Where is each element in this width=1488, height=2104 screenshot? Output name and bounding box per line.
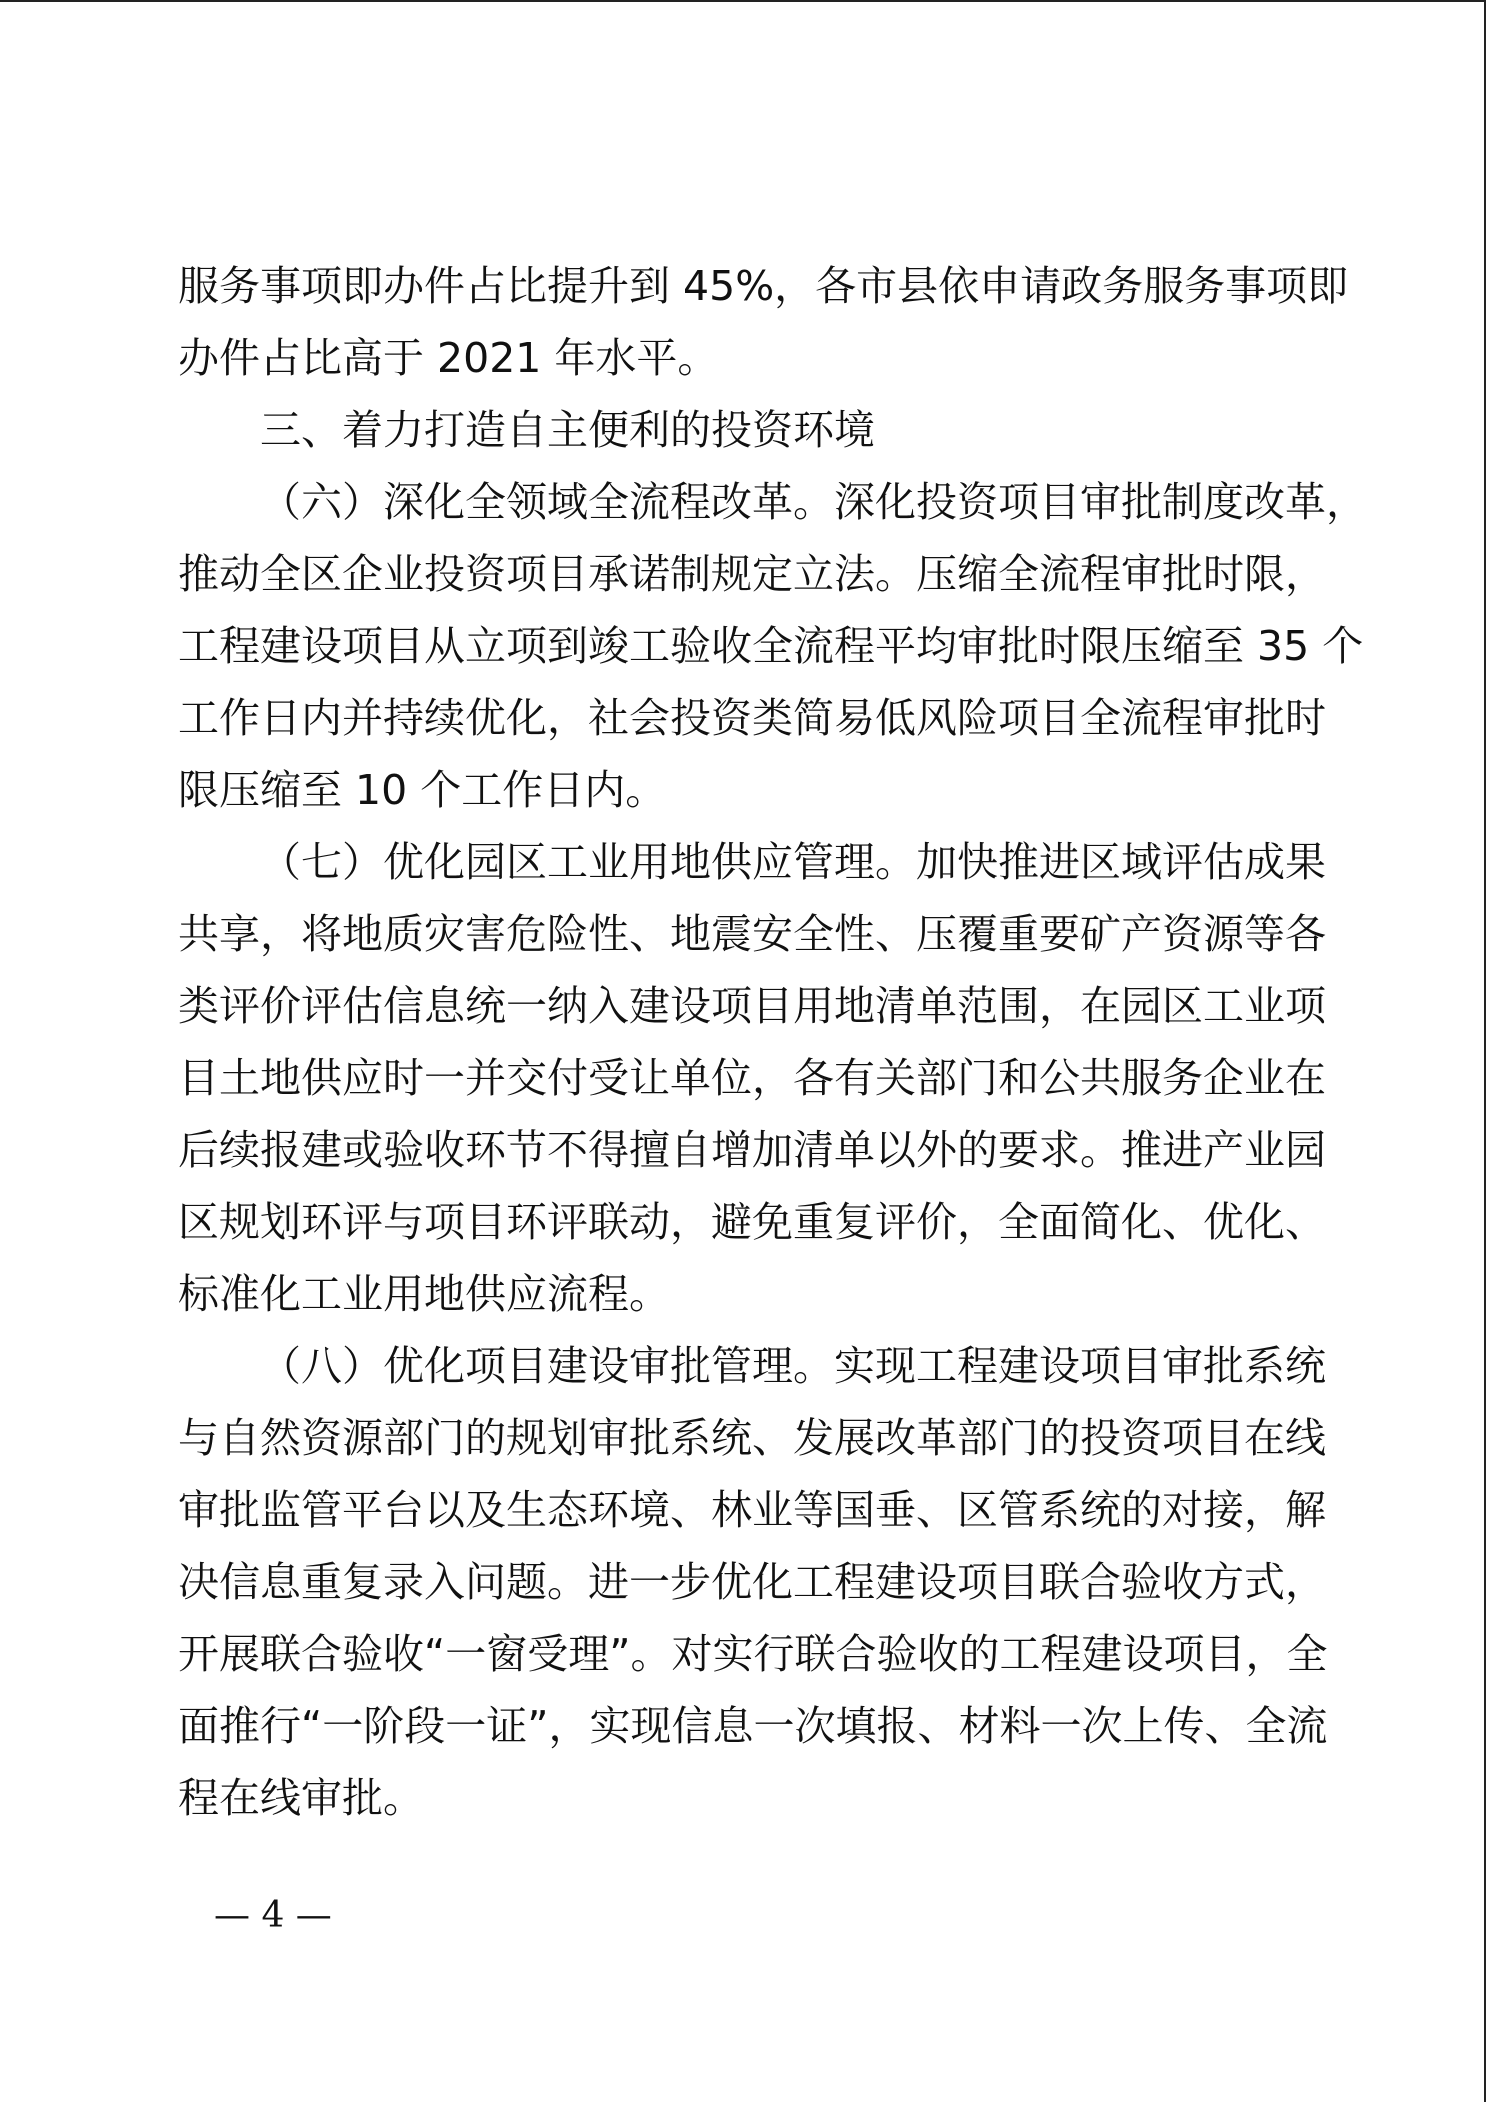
text-line: 类评价评估信息统一纳入建设项目用地清单范围，在园区工业项	[178, 982, 1326, 1030]
paragraph-first-line: （八）优化项目建设审批管理。实现工程建设项目审批系统	[260, 1342, 1326, 1390]
paragraph-first-line: （七）优化园区工业用地供应管理。加快推进区域评估成果	[260, 838, 1326, 886]
text-line: 与自然资源部门的规划审批系统、发展改革部门的投资项目在线	[178, 1414, 1326, 1462]
text-line: 区规划环评与项目环评联动，避免重复评价，全面简化、优化、	[178, 1198, 1326, 1246]
text-line: 程在线审批。	[178, 1774, 424, 1822]
section-heading: 三、着力打造自主便利的投资环境	[260, 406, 875, 454]
text-line: 推动全区企业投资项目承诺制规定立法。压缩全流程审批时限，	[178, 550, 1326, 598]
text-line: 工程建设项目从立项到竣工验收全流程平均审批时限压缩至 35 个	[178, 622, 1364, 670]
text-line: 办件占比高于 2021 年水平。	[178, 334, 719, 382]
text-line: 工作日内并持续优化，社会投资类简易低风险项目全流程审批时	[178, 694, 1326, 742]
text-line: 后续报建或验收环节不得擅自增加清单以外的要求。推进产业园	[178, 1126, 1326, 1174]
text-line: 目土地供应时一并交付受让单位，各有关部门和公共服务企业在	[178, 1054, 1326, 1102]
text-line: 服务事项即办件占比提升到 45%，各市县依申请政务服务事项即	[178, 262, 1349, 310]
text-line: 审批监管平台以及生态环境、林业等国垂、区管系统的对接，解	[178, 1486, 1326, 1534]
text-line: 决信息重复录入问题。进一步优化工程建设项目联合验收方式，	[178, 1558, 1326, 1606]
page-number: — 4 —	[214, 1895, 332, 1936]
text-line: 面推行“一阶段一证”，实现信息一次填报、材料一次上传、全流	[178, 1702, 1328, 1750]
text-line: 开展联合验收“一窗受理”。对实行联合验收的工程建设项目，全	[178, 1630, 1328, 1678]
text-line: 共享，将地质灾害危险性、地震安全性、压覆重要矿产资源等各	[178, 910, 1326, 958]
text-line: 限压缩至 10 个工作日内。	[178, 766, 667, 814]
paragraph-first-line: （六）深化全领域全流程改革。深化投资项目审批制度改革，	[260, 478, 1367, 526]
text-line: 标准化工业用地供应流程。	[178, 1270, 670, 1318]
